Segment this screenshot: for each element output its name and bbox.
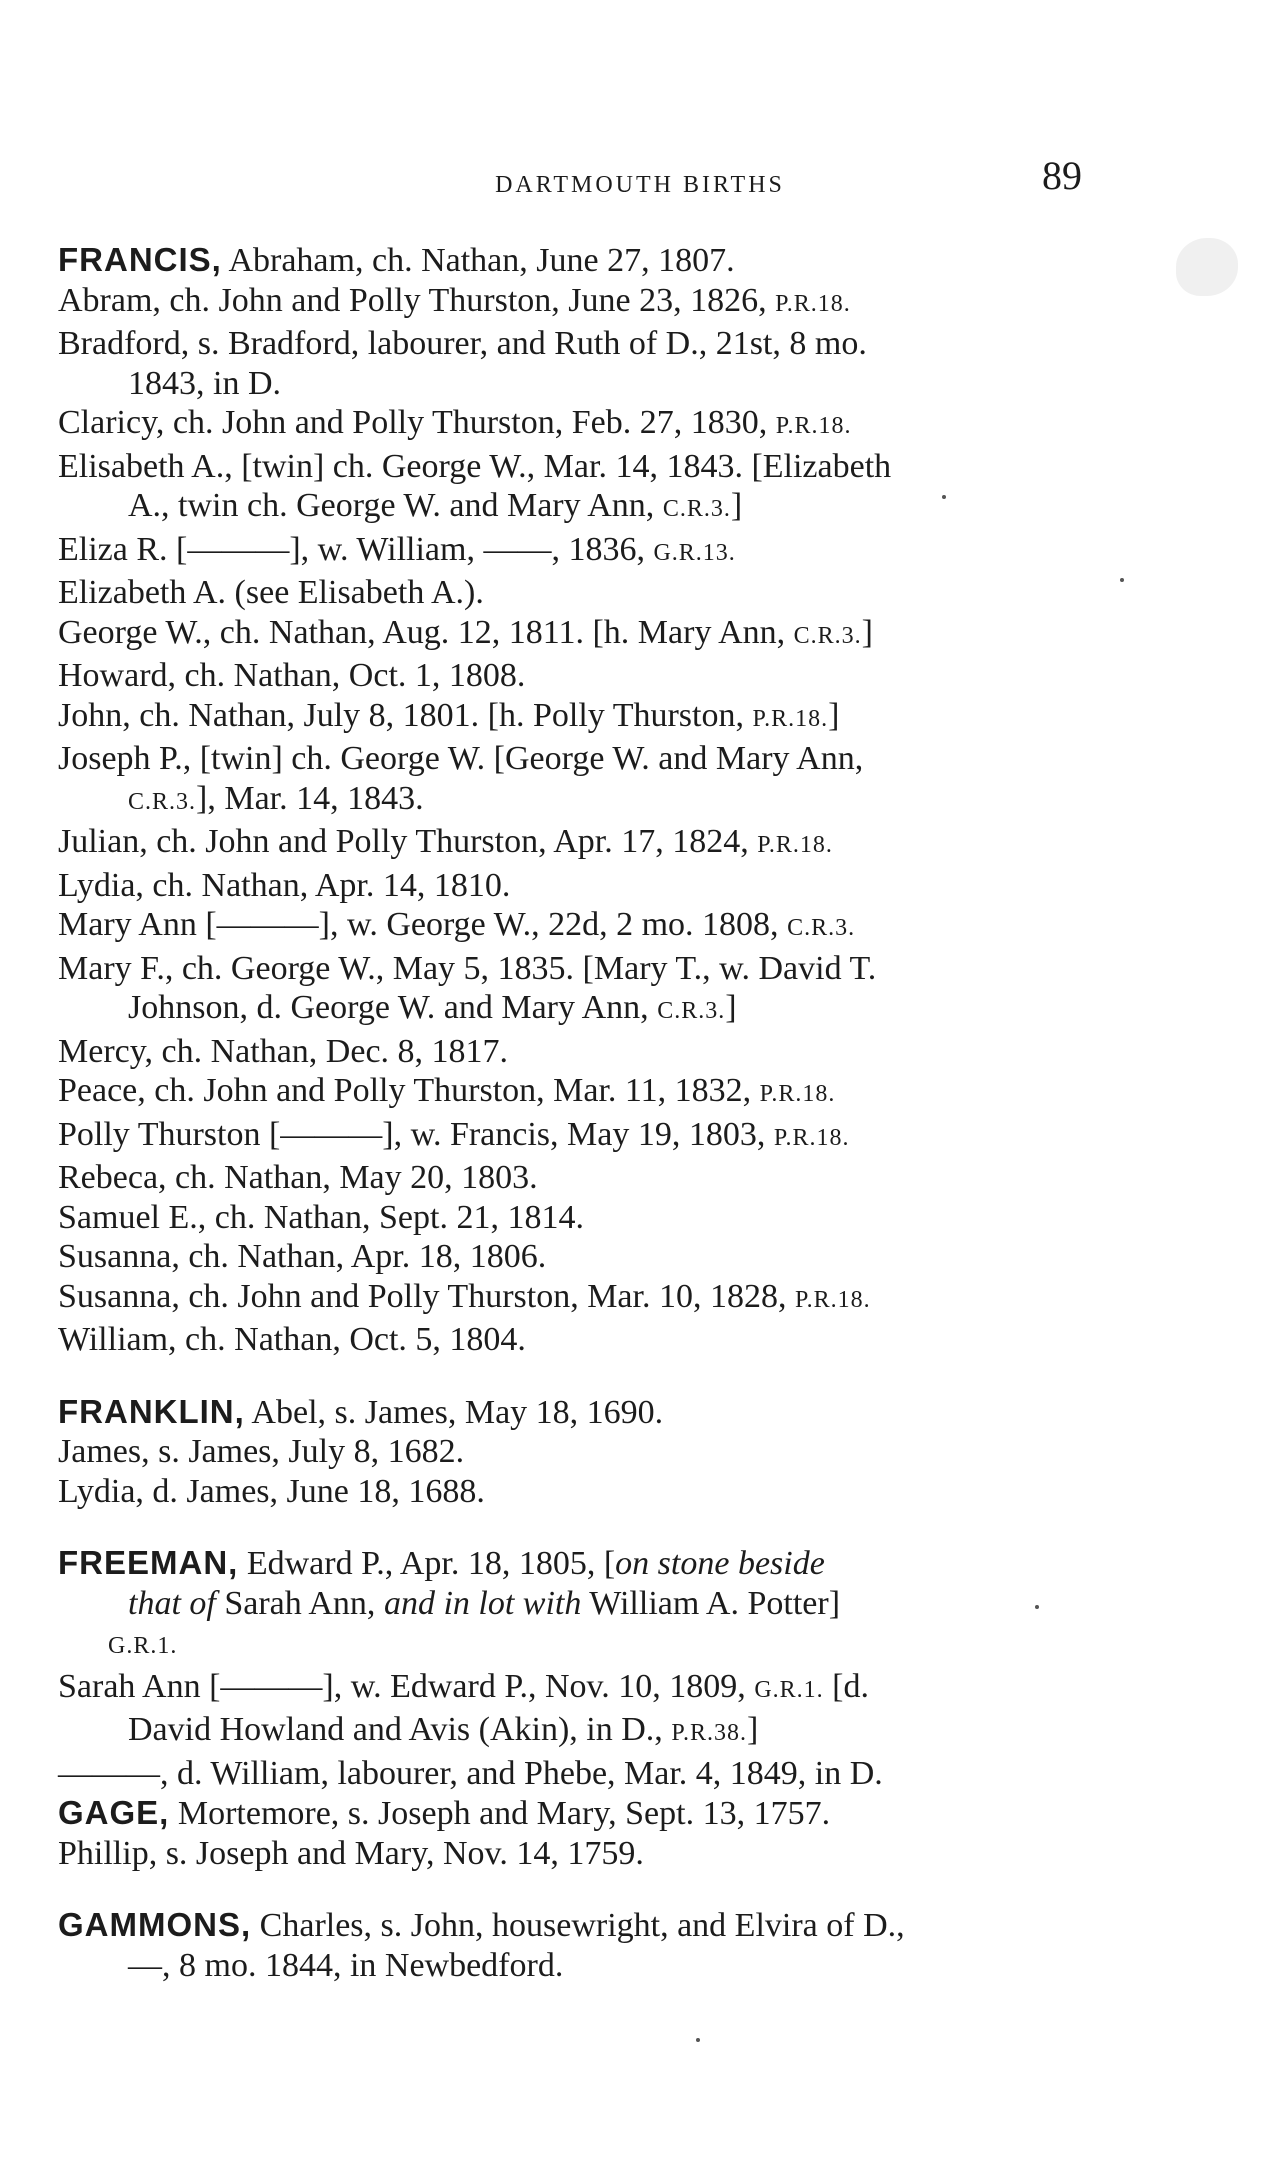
entry-line	[58, 573, 1228, 613]
entry-text: Susanna, ch. Nathan, Apr. 18, 1806.	[58, 1238, 547, 1275]
source-ref: P.R.18.	[773, 1124, 850, 1151]
entry-continuation	[58, 1623, 1228, 1667]
entry-text: 1843, in D.	[128, 364, 281, 402]
source-ref: P.R.18.	[757, 832, 833, 858]
entry-line	[58, 866, 1228, 906]
source-ref: G.R.1.	[754, 1676, 824, 1703]
entry-text: William A. Potter]	[581, 1584, 841, 1622]
entry-text: Joseph P., [twin] ch. George W. [George W. and Mary Ann,	[58, 740, 864, 777]
source-ref: P.R.18.	[759, 1081, 836, 1107]
entry-line	[58, 1754, 1228, 1794]
entry-line	[58, 1115, 1228, 1159]
source-ref: P.R.18.	[752, 705, 829, 732]
entry-text: Abram, ch. John and Polly Thurston, June 23, 1826,	[58, 281, 776, 319]
entry-text: William, ch. Nathan, Oct. 5, 1804.	[58, 1321, 526, 1358]
entry-line	[58, 1543, 1228, 1584]
entry-line	[58, 905, 1228, 949]
italic-note: and in lot with	[383, 1584, 582, 1622]
entry-text: ]	[730, 487, 743, 524]
entry-text: ]	[725, 989, 737, 1026]
italic-note: on stone beside	[615, 1545, 825, 1582]
entry-line	[58, 1905, 1228, 1946]
entry-text: Susanna, ch. John and Polly Thurston, Mar. 10, 1828,	[58, 1277, 795, 1315]
entry-text: —, 8 mo. 1844, in Newbedford.	[128, 1946, 564, 1984]
entry-line	[58, 1320, 1228, 1360]
entry-text: Samuel E., ch. Nathan, Sept. 21, 1814.	[58, 1198, 584, 1236]
entry-text: Sarah Ann [———], w. Edward P., Nov. 10, 1809,	[58, 1667, 755, 1705]
section-gap	[58, 1511, 1228, 1543]
entry-line	[58, 1834, 1228, 1874]
ink-speck	[696, 2038, 700, 2042]
entry-line	[58, 739, 1228, 779]
section-gap	[58, 1360, 1228, 1392]
source-ref: C.R.3.	[793, 622, 862, 649]
entry-line	[58, 324, 1228, 364]
entry-line	[58, 613, 1228, 657]
entry-text: Mortemore, s. Joseph and Mary, Sept. 13, 1757.	[169, 1795, 831, 1832]
running-head: DARTMOUTH BIRTHS	[495, 172, 785, 198]
entry-line	[58, 1472, 1228, 1512]
entry-line	[58, 403, 1228, 447]
entry-text: [d.	[823, 1667, 869, 1705]
entry-line	[58, 822, 1228, 866]
entry-line	[58, 1432, 1228, 1472]
entry-text: Claricy, ch. John and Polly Thurston, Feb. 27, 1830,	[58, 404, 776, 441]
entry-line	[58, 240, 1228, 281]
entry-text: Abraham, ch. Nathan, June 27, 1807.	[221, 242, 735, 279]
entry-text: A., twin ch. George W. and Mary Ann,	[128, 487, 663, 524]
surname-heading: FRANKLIN,	[58, 1392, 245, 1430]
entry-text: Rebeca, ch. Nathan, May 20, 1803.	[58, 1159, 538, 1196]
entry-text: Mary F., ch. George W., May 5, 1835. [Mary T., w. David T.	[58, 949, 877, 987]
entry-text: Elizabeth A. (see Elisabeth A.).	[58, 574, 484, 611]
entry-continuation	[58, 1946, 1228, 1986]
entry-line	[58, 1277, 1228, 1321]
entry-text: James, s. James, July 8, 1682.	[58, 1433, 465, 1470]
entry-text: ], Mar. 14, 1843.	[196, 779, 424, 817]
entry-line	[58, 1071, 1228, 1115]
entry-text: Phillip, s. Joseph and Mary, Nov. 14, 1759.	[58, 1834, 644, 1872]
entry-text: Lydia, ch. Nathan, Apr. 14, 1810.	[58, 866, 511, 904]
source-ref: C.R.3.	[657, 998, 726, 1024]
entry-continuation	[58, 988, 1228, 1032]
source-ref: P.R.38.	[671, 1720, 748, 1746]
entry-text: Howard, ch. Nathan, Oct. 1, 1808.	[58, 657, 526, 694]
entry-line	[58, 530, 1228, 574]
entry-text: Abel, s. James, May 18, 1690.	[244, 1393, 664, 1431]
entry-text: Eliza R. [———], w. William, ——, 1836,	[58, 530, 654, 568]
entry-continuation	[58, 486, 1228, 530]
entry-line	[58, 949, 1228, 989]
surname-heading: FRANCIS,	[58, 241, 222, 278]
source-ref: G.R.1.	[108, 1633, 178, 1659]
entry-line	[58, 1392, 1228, 1433]
source-ref: G.R.13.	[653, 539, 736, 566]
entry-text: ]	[861, 613, 873, 651]
entry-text: Mercy, ch. Nathan, Dec. 8, 1817.	[58, 1032, 509, 1070]
entry-text: Elisabeth A., [twin] ch. George W., Mar. 14, 1843. [Elizabeth	[58, 447, 892, 485]
entry-text: ]	[828, 696, 840, 734]
surname-heading: GAMMONS,	[58, 1906, 252, 1943]
source-ref: P.R.18.	[775, 290, 851, 317]
entry-text: Johnson, d. George W. and Mary Ann,	[128, 989, 658, 1026]
entry-text: ———, d. William, labourer, and Phebe, Mar. 4, 1849, in D.	[58, 1754, 883, 1792]
entry-line	[58, 696, 1228, 740]
surname-heading: FREEMAN,	[58, 1544, 239, 1581]
entry-continuation	[58, 1710, 1228, 1754]
entry-text: Bradford, s. Bradford, labourer, and Ruth of D., 21st, 8 mo.	[58, 325, 867, 362]
entry-continuation	[58, 1584, 1228, 1624]
entry-text: Lydia, d. James, June 18, 1688.	[58, 1472, 485, 1510]
entry-continuation	[58, 364, 1228, 404]
entry-line	[58, 656, 1228, 696]
source-ref: P.R.18.	[775, 413, 852, 439]
entry-text: Polly Thurston [———], w. Francis, May 19, 1803,	[58, 1115, 774, 1153]
source-ref: C.R.3.	[787, 915, 856, 941]
page-number: 89	[1042, 153, 1082, 198]
entry-text: Sarah Ann,	[215, 1584, 384, 1622]
entry-text: Charles, s. John, housewright, and Elvira of D.,	[251, 1907, 905, 1944]
entry-line	[58, 281, 1228, 325]
source-ref: C.R.3.	[128, 788, 197, 815]
entry-line	[58, 1237, 1228, 1277]
source-ref: P.R.18.	[794, 1286, 871, 1313]
entry-line	[58, 1667, 1228, 1711]
entry-continuation	[58, 779, 1228, 823]
italic-note: that of	[128, 1584, 216, 1622]
entry-text: ]	[747, 1711, 759, 1748]
section-gap	[58, 1873, 1228, 1905]
entry-text: David Howland and Avis (Akin), in D.,	[128, 1711, 672, 1748]
entry-text: John, ch. Nathan, July 8, 1801. [h. Polly Thurston,	[58, 696, 753, 734]
entry-line	[58, 1198, 1228, 1238]
entry-line	[58, 447, 1228, 487]
entry-text: George W., ch. Nathan, Aug. 12, 1811. [h. Mary Ann,	[58, 613, 794, 651]
entry-line	[58, 1793, 1228, 1834]
entry-text: Edward P., Apr. 18, 1805, [	[238, 1545, 616, 1582]
source-ref: C.R.3.	[662, 496, 731, 522]
entry-text: Julian, ch. John and Polly Thurston, Apr. 17, 1824,	[58, 823, 758, 860]
entry-text: Mary Ann [———], w. George W., 22d, 2 mo. 1808,	[58, 906, 788, 943]
entry-line	[58, 1032, 1228, 1072]
surname-heading: GAGE,	[58, 1794, 170, 1831]
register-text	[58, 240, 1228, 1985]
entry-line	[58, 1158, 1228, 1198]
entry-text: Peace, ch. John and Polly Thurston, Mar. 11, 1832,	[58, 1072, 760, 1109]
